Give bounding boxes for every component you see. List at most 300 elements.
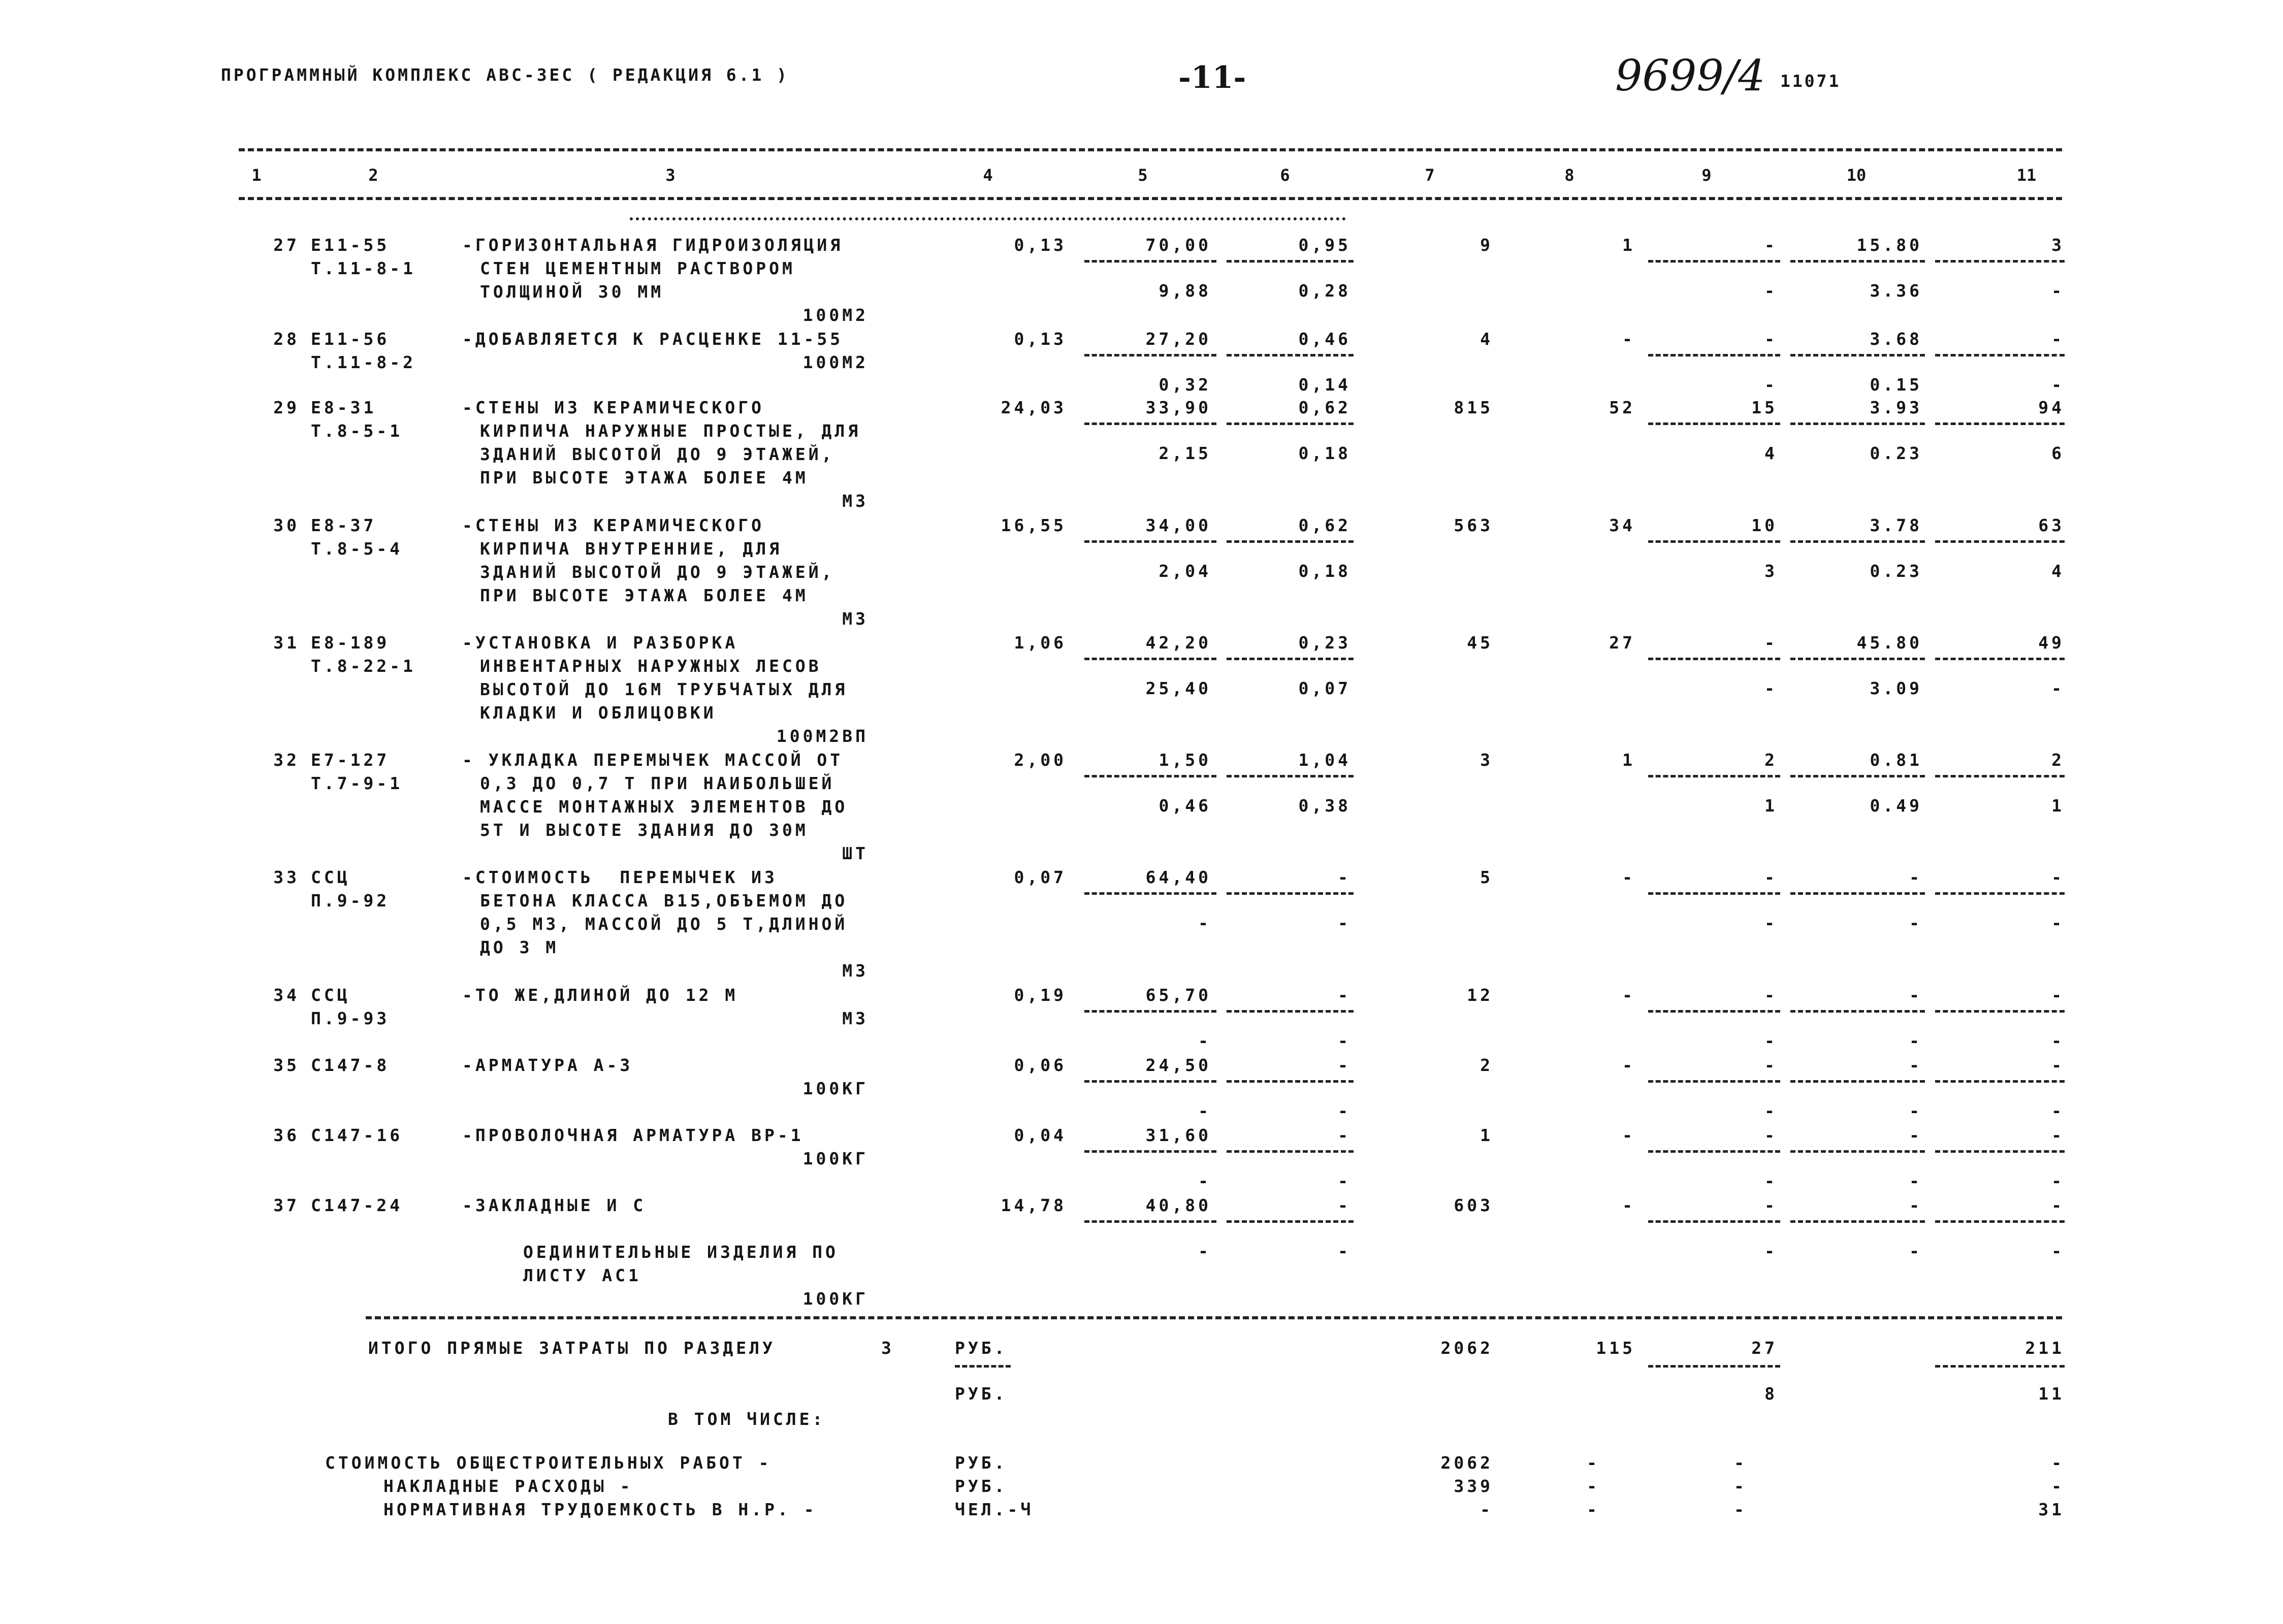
col9-sub: - [1764, 1241, 1778, 1261]
resource-code: ССЦ [311, 867, 350, 887]
totals-rule [366, 1316, 2062, 1319]
resource-code: Е7-127 [311, 750, 390, 770]
unit-price: 27,20 [1145, 329, 1211, 349]
description-line: -ЗАКЛАДНЫЕ И С [462, 1195, 647, 1215]
subtotal-dash [1648, 658, 1780, 660]
col9: - [1764, 1055, 1778, 1075]
col11: 49 [2038, 633, 2065, 653]
total-cost: 603 [1454, 1195, 1493, 1215]
column-number-6: 6 [1280, 166, 1290, 185]
col10: 3.78 [1870, 515, 1922, 535]
table-code: Т.8-5-1 [311, 421, 403, 441]
totals-line-label: НАКЛАДНЫЕ РАСХОДЫ - [383, 1476, 633, 1496]
description-line: -УСТАНОВКА И РАЗБОРКА [462, 633, 738, 653]
subtotal-dash [1790, 260, 1925, 263]
col10: - [1909, 1195, 1922, 1215]
unit: 100М2ВП [776, 726, 869, 746]
column-number-11: 11 [2016, 166, 2037, 185]
totals-label: ИТОГО ПРЯМЫЕ ЗАТРАТЫ ПО РАЗДЕЛУ [368, 1338, 776, 1358]
subtotal-dash [1648, 775, 1780, 777]
col9: 10 [1751, 515, 1778, 535]
col11-sub: - [2051, 1031, 2065, 1051]
unit-price: 33,90 [1145, 398, 1211, 417]
col6-total: 0,46 [1298, 329, 1351, 349]
col6-wages: 0,07 [1298, 678, 1351, 698]
quantity: 0,07 [1014, 867, 1067, 887]
unit-price: 34,00 [1145, 515, 1211, 535]
description-line: -АРМАТУРА А-3 [462, 1055, 633, 1075]
col6-wages: - [1338, 1241, 1351, 1261]
col8: - [1622, 1195, 1635, 1215]
row-number: 30 [273, 515, 300, 535]
description-line: ДО 3 М [480, 937, 559, 957]
col9: 2 [1764, 750, 1778, 770]
totals-line-col7: - [1480, 1500, 1493, 1519]
totals-line-unit: РУБ. [955, 1476, 1008, 1496]
col9: - [1764, 985, 1778, 1005]
column-number-1: 1 [251, 166, 262, 185]
col10-sub: - [1909, 1031, 1922, 1051]
quantity: 0,13 [1014, 235, 1067, 255]
subtotal-dash [1227, 658, 1354, 660]
description-line: КЛАДКИ И ОБЛИЦОВКИ [480, 703, 717, 723]
col9: - [1764, 235, 1778, 255]
col6-total: 0,62 [1298, 398, 1351, 417]
header-rule [239, 197, 2062, 200]
col6-total: - [1338, 985, 1351, 1005]
row-number: 28 [273, 329, 300, 349]
subtotal-dash [1935, 658, 2065, 660]
subtotal-dash [1084, 1220, 1216, 1223]
subtotal-dash [1935, 1010, 2065, 1013]
unit-price-wages: - [1198, 1031, 1211, 1051]
resource-code: Е8-31 [311, 398, 377, 417]
row-number: 34 [273, 985, 300, 1005]
row-number: 37 [273, 1195, 300, 1215]
col9-sub: - [1764, 375, 1778, 395]
subtotal-dash [1084, 775, 1216, 777]
program-header: ПРОГРАММНЫЙ КОМПЛЕКС АВС-ЗЕС ( РЕДАКЦИЯ 6.1 ) [221, 65, 790, 85]
col9: - [1764, 329, 1778, 349]
description-line: -СТЕНЫ ИЗ КЕРАМИЧЕСКОГО [462, 398, 764, 417]
totals-col11: 211 [2025, 1338, 2065, 1358]
subtotal-dash [1648, 540, 1780, 543]
subtotal-dash [1935, 1365, 2065, 1368]
col10-sub: 0.23 [1870, 443, 1922, 463]
description-line: 0,3 ДО 0,7 Т ПРИ НАИБОЛЬШЕЙ [480, 773, 835, 793]
unit-price: 40,80 [1145, 1195, 1211, 1215]
unit: 100КГ [802, 1079, 869, 1098]
description-line: -ДОБАВЛЯЕТСЯ К РАСЦЕНКЕ 11-55 [462, 329, 844, 349]
row-number: 33 [273, 867, 300, 887]
column-number-5: 5 [1138, 166, 1148, 185]
resource-code: Е8-37 [311, 515, 377, 535]
col6-wages: - [1338, 913, 1351, 933]
total-cost: 4 [1480, 329, 1493, 349]
col9-sub: 3 [1764, 561, 1778, 581]
subtotal-dash [1790, 354, 1925, 356]
table-code: Т.11-8-2 [311, 352, 416, 372]
col11-sub: 4 [2051, 561, 2065, 581]
col6-wages: - [1338, 1101, 1351, 1121]
subtotal-dash [1790, 658, 1925, 660]
subtotal-dash [1227, 892, 1354, 895]
row-number: 35 [273, 1055, 300, 1075]
col6-wages: 0,18 [1298, 561, 1351, 581]
unit-price-wages: 0,32 [1159, 375, 1211, 395]
subtotal-dash [1790, 1010, 1925, 1013]
description-line: ВЫСОТОЙ ДО 16М ТРУБЧАТЫХ ДЛЯ [480, 679, 848, 699]
unit: М3 [842, 491, 869, 511]
col6-total: 0,95 [1298, 235, 1351, 255]
totals-unit: РУБ. [955, 1338, 1008, 1358]
subtotal-dash [1935, 540, 2065, 543]
col9-sub: - [1764, 1171, 1778, 1191]
top-rule [239, 148, 2062, 151]
unit: М3 [842, 961, 869, 981]
totals-line-col9: - [1734, 1453, 1747, 1473]
col9: - [1764, 867, 1778, 887]
totals-line-col9: - [1734, 1476, 1747, 1496]
quantity: 0,04 [1014, 1125, 1067, 1145]
page-number: -11- [1178, 60, 1246, 95]
subtotal-dash [1648, 1080, 1780, 1083]
subtotal-dash [1790, 1080, 1925, 1083]
total-cost: 9 [1480, 235, 1493, 255]
unit: 100М2 [802, 305, 869, 325]
totals-line-col11: - [2051, 1453, 2065, 1473]
subtotal-dash [1790, 1220, 1925, 1223]
table-code: Т.7-9-1 [311, 773, 403, 793]
unit: ШТ [842, 843, 869, 863]
col10: - [1909, 867, 1922, 887]
totals-line-col9: - [1734, 1500, 1747, 1519]
description-line: -СТЕНЫ ИЗ КЕРАМИЧЕСКОГО [462, 515, 764, 535]
quantity: 24,03 [1001, 398, 1067, 417]
unit-price-wages: - [1198, 1241, 1211, 1261]
subtotal-dash [1935, 423, 2065, 425]
subtotal-dash [1935, 1150, 2065, 1153]
totals-unit-2: РУБ. [955, 1384, 1008, 1404]
col9: 15 [1751, 398, 1778, 417]
totals-line-col7: 2062 [1440, 1453, 1493, 1473]
totals-col8: 115 [1596, 1338, 1635, 1358]
col6-wages: 0,14 [1298, 375, 1351, 395]
quantity: 0,13 [1014, 329, 1067, 349]
description-line: -СТОИМОСТЬ ПЕРЕМЫЧЕК ИЗ [462, 867, 778, 887]
col6-total: - [1338, 1055, 1351, 1075]
col9-sub: - [1764, 678, 1778, 698]
subtotal-dash [1084, 658, 1216, 660]
subtotal-dash [1084, 892, 1216, 895]
resource-code: Е11-55 [311, 235, 390, 255]
totals-line-col11: - [2051, 1476, 2065, 1496]
column-number-7: 7 [1425, 166, 1435, 185]
col10: 45.80 [1856, 633, 1922, 653]
col8: 1 [1622, 235, 1635, 255]
subtotal-dash [1227, 1080, 1354, 1083]
unit: 100КГ [802, 1149, 869, 1168]
col11-sub: 1 [2051, 796, 2065, 816]
subtotal-dash [1648, 260, 1780, 263]
subtotal-dash [1084, 423, 1216, 425]
col10-sub: - [1909, 913, 1922, 933]
column-number-4: 4 [983, 166, 993, 185]
total-cost: 45 [1467, 633, 1493, 653]
totals-col7: 2062 [1440, 1338, 1493, 1358]
unit-price: 24,50 [1145, 1055, 1211, 1075]
quantity: 2,00 [1014, 750, 1067, 770]
col9-sub: - [1764, 913, 1778, 933]
unit-price-wages: - [1198, 1101, 1211, 1121]
subtotal-dash [1790, 540, 1925, 543]
col6-wages: 0,18 [1298, 443, 1351, 463]
quantity: 14,78 [1001, 1195, 1067, 1215]
col11-sub: - [2051, 678, 2065, 698]
subtotal-dash [1227, 775, 1354, 777]
col8: - [1622, 1055, 1635, 1075]
table-code: Т.11-8-1 [311, 258, 416, 278]
column-number-9: 9 [1701, 166, 1712, 185]
subtotal-dash [1227, 1220, 1354, 1223]
description-line: - УКЛАДКА ПЕРЕМЫЧЕК МАССОЙ ОТ [462, 750, 844, 770]
subtotal-dash [1084, 540, 1216, 543]
unit-price: 70,00 [1145, 235, 1211, 255]
quantity: 0,06 [1014, 1055, 1067, 1075]
col11: - [2051, 985, 2065, 1005]
col9-sub: 1 [1764, 796, 1778, 816]
col8: - [1622, 1125, 1635, 1145]
description-line: ИНВЕНТАРНЫХ НАРУЖНЫХ ЛЕСОВ [480, 656, 822, 676]
col11: 63 [2038, 515, 2065, 535]
description-line: ЗДАНИЙ ВЫСОТОЙ ДО 9 ЭТАЖЕЙ, [480, 562, 835, 582]
col9: - [1764, 1125, 1778, 1145]
unit-price-wages: 2,15 [1159, 443, 1211, 463]
column-number-2: 2 [368, 166, 378, 185]
subtotal-dash [1084, 1150, 1216, 1153]
col6-wages: 0,28 [1298, 281, 1351, 301]
description-line: -ГОРИЗОНТАЛЬНАЯ ГИДРОИЗОЛЯЦИЯ [462, 235, 844, 255]
total-cost: 5 [1480, 867, 1493, 887]
subtotal-dash [955, 1365, 1011, 1368]
totals-line-label: СТОИМОСТЬ ОБЩЕСТРОИТЕЛЬНЫХ РАБОТ - [325, 1453, 772, 1473]
unit-price: 31,60 [1145, 1125, 1211, 1145]
subtotal-dash [1227, 354, 1354, 356]
col11: 94 [2038, 398, 2065, 417]
subtotal-dash [1935, 892, 2065, 895]
column-number-8: 8 [1564, 166, 1574, 185]
totals-col11-sub: 11 [2038, 1384, 2065, 1404]
totals-line-unit: РУБ. [955, 1453, 1008, 1473]
description-line: ЗДАНИЙ ВЫСОТОЙ ДО 9 ЭТАЖЕЙ, [480, 444, 835, 464]
double-rule [630, 217, 1346, 220]
col11: 2 [2051, 750, 2065, 770]
table-code: П.9-92 [311, 891, 390, 911]
col6-wages: - [1338, 1171, 1351, 1191]
totals-line-col7: 339 [1454, 1476, 1493, 1496]
including-label: В ТОМ ЧИСЛЕ: [668, 1409, 826, 1429]
quantity: 0,19 [1014, 985, 1067, 1005]
col11-sub: - [2051, 913, 2065, 933]
unit-price: 1,50 [1159, 750, 1211, 770]
subtotal-dash [1648, 1365, 1780, 1368]
description-line: ЛИСТУ АС1 [523, 1265, 641, 1285]
col11-sub: - [2051, 1241, 2065, 1261]
resource-code: ССЦ [311, 985, 350, 1005]
description-line: ОЕДИНИТЕЛЬНЫЕ ИЗДЕЛИЯ ПО [523, 1242, 839, 1262]
description-line: 0,5 М3, МАССОЙ ДО 5 Т,ДЛИНОЙ [480, 914, 848, 934]
subtotal-dash [1648, 1150, 1780, 1153]
subtotal-dash [1935, 260, 2065, 263]
subtotal-dash [1935, 1220, 2065, 1223]
col11-sub: - [2051, 1101, 2065, 1121]
unit-price-wages: - [1198, 1171, 1211, 1191]
row-number: 32 [273, 750, 300, 770]
col10: 3.93 [1870, 398, 1922, 417]
unit: 100М2 [802, 352, 869, 372]
col11: - [2051, 1195, 2065, 1215]
subtotal-dash [1935, 775, 2065, 777]
quantity: 16,55 [1001, 515, 1067, 535]
description-line: ТОЛЩИНОЙ 30 ММ [480, 282, 664, 302]
col11-sub: 6 [2051, 443, 2065, 463]
subtotal-dash [1227, 423, 1354, 425]
total-cost: 12 [1467, 985, 1493, 1005]
col8: 52 [1609, 398, 1635, 417]
col11-sub: - [2051, 281, 2065, 301]
description-line: 5Т И ВЫСОТЕ ЗДАНИЯ ДО 30М [480, 820, 809, 840]
description-line: -ПРОВОЛОЧНАЯ АРМАТУРА ВР-1 [462, 1125, 804, 1145]
col10-sub: 3.36 [1870, 281, 1922, 301]
col6-total: - [1338, 1125, 1351, 1145]
subtotal-dash [1084, 354, 1216, 356]
subtotal-dash [1227, 540, 1354, 543]
description-line: ПРИ ВЫСОТЕ ЭТАЖА БОЛЕЕ 4М [480, 468, 809, 488]
resource-code: Е11-56 [311, 329, 390, 349]
col11-sub: - [2051, 1171, 2065, 1191]
subtotal-dash [1790, 1150, 1925, 1153]
col11: - [2051, 329, 2065, 349]
description-line: СТЕН ЦЕМЕНТНЫМ РАСТВОРОМ [480, 258, 795, 278]
col8: - [1622, 329, 1635, 349]
description-line: -ТО ЖЕ,ДЛИНОЙ ДО 12 М [462, 985, 738, 1005]
total-cost: 2 [1480, 1055, 1493, 1075]
unit-price-wages: - [1198, 913, 1211, 933]
col10-sub: 0.23 [1870, 561, 1922, 581]
col9-sub: - [1764, 1101, 1778, 1121]
subtotal-dash [1935, 1080, 2065, 1083]
col8: 1 [1622, 750, 1635, 770]
col8: 27 [1609, 633, 1635, 653]
resource-code: С147-8 [311, 1055, 390, 1075]
col9-sub: - [1764, 281, 1778, 301]
col10-sub: 0.15 [1870, 375, 1922, 395]
subtotal-dash [1648, 423, 1780, 425]
unit: М3 [842, 609, 869, 629]
col10: 15.80 [1856, 235, 1922, 255]
col11: - [2051, 1055, 2065, 1075]
totals-line-label: НОРМАТИВНАЯ ТРУДОЕМКОСТЬ В Н.Р. - [383, 1500, 817, 1519]
totals-col9: 27 [1751, 1338, 1778, 1358]
unit-price-wages: 0,46 [1159, 796, 1211, 816]
total-cost: 1 [1480, 1125, 1493, 1145]
subtotal-dash [1227, 1010, 1354, 1013]
col9-sub: 4 [1764, 443, 1778, 463]
row-number: 36 [273, 1125, 300, 1145]
totals-line-col11: 31 [2038, 1500, 2065, 1519]
totals-line-col8: - [1587, 1453, 1600, 1473]
total-cost: 563 [1454, 515, 1493, 535]
subtotal-dash [1790, 775, 1925, 777]
quantity: 1,06 [1014, 633, 1067, 653]
resource-code: С147-16 [311, 1125, 403, 1145]
subtotal-dash [1790, 892, 1925, 895]
resource-code: С147-24 [311, 1195, 403, 1215]
description-line: МАССЕ МОНТАЖНЫХ ЭЛЕМЕНТОВ ДО [480, 797, 848, 817]
column-number-10: 10 [1846, 166, 1867, 185]
subtotal-dash [1227, 260, 1354, 263]
col6-total: - [1338, 1195, 1351, 1215]
col8: - [1622, 867, 1635, 887]
col10-sub: - [1909, 1171, 1922, 1191]
subtotal-dash [1935, 354, 2065, 356]
description-line: БЕТОНА КЛАССА В15,ОБЪЕМОМ ДО [480, 891, 848, 911]
col6-wages: - [1338, 1031, 1351, 1051]
unit-price-wages: 2,04 [1159, 561, 1211, 581]
col11: - [2051, 867, 2065, 887]
unit-price: 64,40 [1145, 867, 1211, 887]
col6-total: 1,04 [1298, 750, 1351, 770]
col9: - [1764, 1195, 1778, 1215]
col10-sub: 0.49 [1870, 796, 1922, 816]
subtotal-dash [1648, 892, 1780, 895]
subtotal-dash [1648, 1220, 1780, 1223]
handwritten-code: 9699/4 [1615, 51, 1765, 101]
col8: 34 [1609, 515, 1635, 535]
unit-price: 65,70 [1145, 985, 1211, 1005]
col11: - [2051, 1125, 2065, 1145]
column-number-3: 3 [665, 166, 676, 185]
unit-price-wages: 9,88 [1159, 281, 1211, 301]
col6-total: - [1338, 867, 1351, 887]
totals-line-col8: - [1587, 1476, 1600, 1496]
resource-code: Е8-189 [311, 633, 390, 653]
row-number: 29 [273, 398, 300, 417]
totals-line-unit: ЧЕЛ.-Ч [955, 1500, 1034, 1519]
description-line: ПРИ ВЫСОТЕ ЭТАЖА БОЛЕЕ 4М [480, 586, 809, 605]
col6-total: 0,62 [1298, 515, 1351, 535]
col10: 3.68 [1870, 329, 1922, 349]
col10: - [1909, 1055, 1922, 1075]
doc-code: 11071 [1780, 71, 1841, 91]
table-code: П.9-93 [311, 1009, 390, 1028]
unit: М3 [842, 1009, 869, 1028]
subtotal-dash [1084, 260, 1216, 263]
description-line: КИРПИЧА НАРУЖНЫЕ ПРОСТЫЕ, ДЛЯ [480, 421, 861, 441]
table-code: Т.8-5-4 [311, 539, 403, 559]
unit-price-wages: 25,40 [1145, 678, 1211, 698]
col11: 3 [2051, 235, 2065, 255]
totals-section: 3 [881, 1338, 894, 1358]
col8: - [1622, 985, 1635, 1005]
description-line: КИРПИЧА ВНУТРЕННИЕ, ДЛЯ [480, 539, 782, 559]
col11-sub: - [2051, 375, 2065, 395]
unit: 100КГ [802, 1289, 869, 1309]
row-number: 31 [273, 633, 300, 653]
subtotal-dash [1084, 1010, 1216, 1013]
col10: 0.81 [1870, 750, 1922, 770]
subtotal-dash [1084, 1080, 1216, 1083]
